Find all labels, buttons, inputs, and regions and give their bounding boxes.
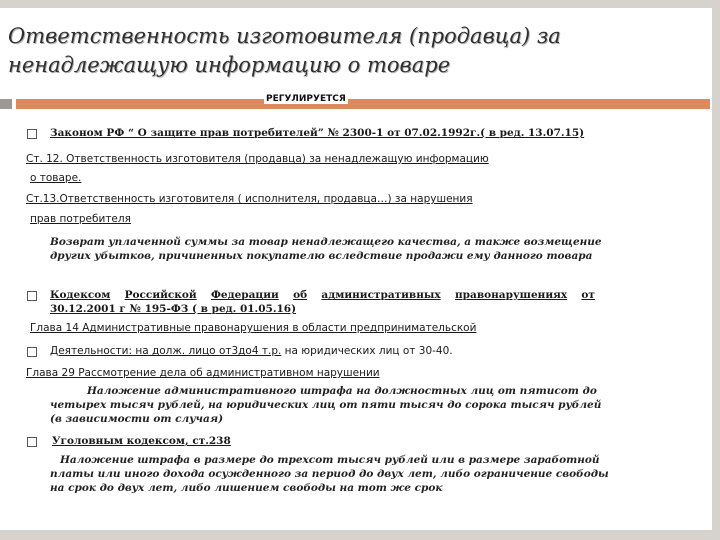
admin-fine-line-1: Наложение административного штрафа на должностных лиц от пятисот до xyxy=(87,385,597,397)
koap-word: от xyxy=(581,289,595,301)
refund-text xyxy=(50,235,602,263)
koap-word: об xyxy=(293,289,308,301)
koap-word: Кодексом xyxy=(50,289,111,301)
square-bullet-icon xyxy=(27,437,37,447)
koap-word: административных xyxy=(321,289,441,301)
top-border xyxy=(0,0,720,8)
article-13-line-1: Ст.13.Ответственность изготовителя ( исполнителя, продавца…) за нарушения xyxy=(26,193,473,205)
article-13-line-2: прав потребителя xyxy=(30,213,131,225)
koap-title-line-2: 30.12.2001 г № 195-ФЗ ( в ред. 01.05.16) xyxy=(50,303,297,315)
title-line-2: ненадлежащую информацию о товаре xyxy=(8,53,451,77)
koap-word: правонарушениях xyxy=(454,289,568,301)
chapter-29: Глава 29 Рассмотрение дела об административном нарушении xyxy=(26,367,380,379)
regulated-label: РЕГУЛИРУЕТСЯ xyxy=(266,94,346,104)
criminal-fine-line-1: Наложение штрафа в размере до трехсот тысяч рублей или в размере заработной xyxy=(60,454,600,466)
square-bullet-icon xyxy=(27,129,37,139)
square-bullet-icon xyxy=(27,347,37,357)
criminal-fine-text xyxy=(50,453,609,495)
criminal-code-title: Уголовным кодексом, ст.238 xyxy=(52,435,231,447)
slide-title xyxy=(8,22,568,80)
koap-title-line-1 xyxy=(50,289,595,301)
consumer-law-title: Законом РФ “ О защите прав потребителей” № 2300-1 от 07.02.1992г.( в ред. 13.07.15) xyxy=(50,127,585,139)
divider-orange-segment xyxy=(16,99,710,109)
refund-line-2: других убытков, причиненных покупателю вследствие продажи ему данного товара xyxy=(50,250,593,262)
admin-fine-line-2: четырех тысяч рублей, на юридических лиц от пяти тысяч до сорока тысяч рублей xyxy=(50,399,602,411)
article-12-line-2: о товаре. xyxy=(30,172,82,184)
title-line-1: Ответственность изготовителя (продавца) за xyxy=(8,24,561,48)
article-12-line-1: Ст. 12. Ответственность изготовителя (продавца) за ненадлежащую информацию xyxy=(26,153,489,165)
koap-word: Российской xyxy=(124,289,197,301)
square-bullet-icon xyxy=(27,291,37,301)
activity-fines xyxy=(50,345,453,357)
admin-fine-line-3: (в зависимости от случая) xyxy=(50,413,224,425)
right-border xyxy=(712,0,720,540)
admin-fine-text xyxy=(50,384,602,426)
chapter-14: Глава 14 Административные правонарушения в области предпринимательской xyxy=(30,322,477,334)
activity-legal-entity-fine: на юридических лиц от 30-40. xyxy=(281,345,453,357)
koap-word: Федерации xyxy=(210,289,279,301)
activity-official-fine: Деятельности: на долж. лицо от3до4 т.р. xyxy=(50,345,282,357)
divider-bar xyxy=(0,99,720,109)
criminal-fine-line-3: на срок до двух лет, либо лишением свободы на тот же срок xyxy=(50,482,443,494)
refund-line-1: Возврат уплаченной суммы за товар ненадлежащего качества, а также возмещение xyxy=(50,236,602,248)
bottom-border xyxy=(0,530,720,540)
divider-gray-segment xyxy=(0,99,12,109)
criminal-fine-line-2: платы или иного дохода осужденного за период до двух лет, либо ограничение свободы xyxy=(50,468,609,480)
